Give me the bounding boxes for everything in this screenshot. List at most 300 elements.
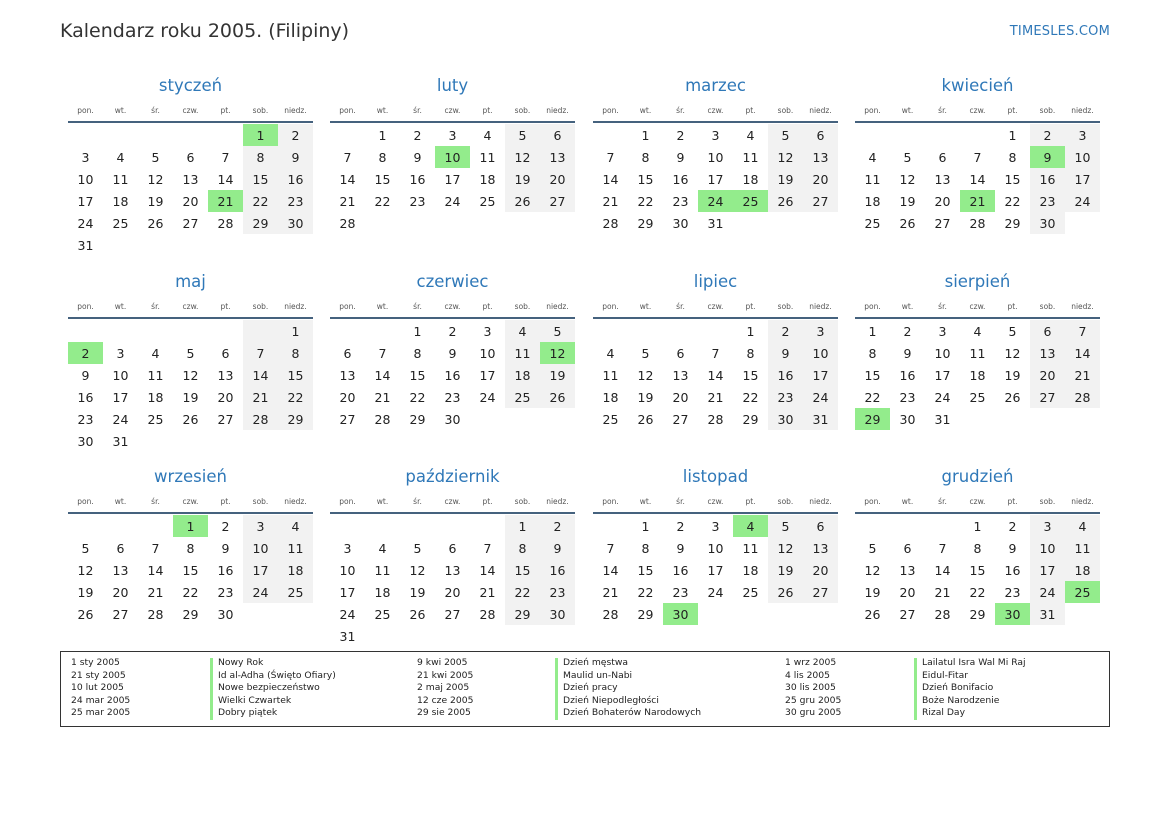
weekday-label: niedz. bbox=[546, 301, 569, 311]
day-cell: 30 bbox=[217, 606, 234, 622]
day-cell: 10 bbox=[934, 345, 951, 361]
day-cell: 29 bbox=[742, 411, 759, 427]
timesles-link[interactable]: TIMESLES.COM bbox=[1009, 24, 1110, 39]
day-cell: 15 bbox=[864, 367, 881, 383]
day-cell: 14 bbox=[147, 562, 164, 578]
day-cell: 29 bbox=[278, 408, 313, 430]
weekday-label: niedz. bbox=[284, 105, 307, 115]
day-cell: 28 bbox=[374, 411, 391, 427]
day-cell: 17 bbox=[479, 367, 496, 383]
day-cell: 18 bbox=[602, 389, 619, 405]
holiday-name: Dzień pracy bbox=[563, 682, 618, 694]
day-cell: 31 bbox=[707, 215, 724, 231]
weekday-label: sob. bbox=[252, 105, 269, 115]
day-cell: 31 bbox=[1030, 603, 1065, 625]
day-cell: 1 bbox=[641, 518, 650, 534]
empty-cell bbox=[593, 124, 628, 146]
weekday-label: czw. bbox=[969, 496, 986, 506]
day-cell: 23 bbox=[768, 386, 803, 408]
day-cell: 12 bbox=[1004, 345, 1021, 361]
empty-cell bbox=[330, 124, 365, 146]
holiday-name: Nowy Rok bbox=[218, 657, 264, 668]
day-cell: 25 bbox=[602, 411, 619, 427]
empty-cell bbox=[855, 515, 890, 537]
day-cell: 3 bbox=[1065, 124, 1100, 146]
month-name: grudzień bbox=[941, 467, 1014, 486]
weekday-label: niedz. bbox=[1071, 301, 1094, 311]
day-cell: 5 bbox=[505, 124, 540, 146]
weekday-label: śr. bbox=[676, 496, 685, 506]
day-cell: 10 bbox=[1065, 146, 1100, 168]
weekday-label: czw. bbox=[707, 301, 724, 311]
day-cell: 15 bbox=[409, 367, 426, 383]
month-3 bbox=[855, 74, 1100, 234]
day-cell: 30 bbox=[77, 433, 94, 449]
day-cell: 20 bbox=[182, 193, 199, 209]
weekday-label: pon. bbox=[864, 301, 881, 311]
day-cell: 13 bbox=[934, 171, 951, 187]
day-cell: 5 bbox=[540, 320, 575, 342]
empty-cell bbox=[68, 124, 103, 146]
weekday-label: niedz. bbox=[284, 301, 307, 311]
month-7 bbox=[855, 270, 1100, 430]
day-cell: 16 bbox=[672, 171, 689, 187]
day-cell: 2 bbox=[413, 127, 422, 143]
day-cell: 10 bbox=[707, 149, 724, 165]
day-cell: 19 bbox=[1004, 367, 1021, 383]
day-cell: 1 bbox=[868, 323, 877, 339]
empty-cell bbox=[103, 124, 138, 146]
weekday-label: pon. bbox=[864, 496, 881, 506]
day-cell: 6 bbox=[1030, 320, 1065, 342]
day-cell: 3 bbox=[938, 323, 947, 339]
weekday-label: pt. bbox=[482, 496, 493, 506]
day-cell: 18 bbox=[742, 562, 759, 578]
day-cell: 6 bbox=[221, 345, 230, 361]
day-cell: 2 bbox=[1030, 124, 1065, 146]
empty-cell bbox=[103, 320, 138, 342]
day-cell: 29 bbox=[637, 215, 654, 231]
day-cell: 20 bbox=[803, 559, 838, 581]
weekday-header bbox=[68, 295, 313, 317]
legend-names bbox=[922, 657, 1026, 720]
weekday-label: czw. bbox=[444, 496, 461, 506]
day-cell: 16 bbox=[899, 367, 916, 383]
day-cell: 14 bbox=[479, 562, 496, 578]
weekday-label: pon. bbox=[602, 496, 619, 506]
holiday-name: Id al-Adha (Święto Ofiary) bbox=[218, 669, 336, 681]
weekday-label: pt. bbox=[1007, 301, 1018, 311]
day-cell: 25 bbox=[278, 581, 313, 603]
day-cell: 23 bbox=[444, 389, 461, 405]
day-cell: 27 bbox=[540, 190, 575, 212]
day-cell: 19 bbox=[864, 584, 881, 600]
month-5 bbox=[330, 270, 575, 430]
day-cell: 19 bbox=[637, 389, 654, 405]
day-cell: 4 bbox=[151, 345, 160, 361]
day-cell: 23 bbox=[540, 581, 575, 603]
empty-cell bbox=[435, 625, 470, 647]
day-cell: 29 bbox=[505, 603, 540, 625]
day-cell: 14 bbox=[602, 171, 619, 187]
day-cell: 16 bbox=[1004, 562, 1021, 578]
weekday-label: wt. bbox=[901, 496, 914, 506]
day-cell: 28 bbox=[602, 606, 619, 622]
day-cell: 18 bbox=[864, 193, 881, 209]
weekday-label: niedz. bbox=[1071, 496, 1094, 506]
day-cell: 5 bbox=[768, 515, 803, 537]
empty-cell bbox=[470, 515, 505, 537]
day-cell: 4 bbox=[606, 345, 615, 361]
day-cell: 27 bbox=[934, 215, 951, 231]
weekday-label: pt. bbox=[482, 105, 493, 115]
day-cell: 2 bbox=[903, 323, 912, 339]
weekday-label: wt. bbox=[114, 105, 127, 115]
empty-cell bbox=[400, 212, 435, 234]
holiday-date: 4 lis 2005 bbox=[785, 669, 830, 681]
weekday-label: śr. bbox=[413, 105, 422, 115]
empty-cell bbox=[768, 212, 803, 234]
month-divider bbox=[330, 121, 575, 123]
weekday-label: pon. bbox=[339, 496, 356, 506]
month-divider bbox=[68, 121, 313, 123]
day-cell: 27 bbox=[1030, 386, 1065, 408]
day-cell: 13 bbox=[803, 537, 838, 559]
day-cell: 12 bbox=[899, 171, 916, 187]
weekday-label: śr. bbox=[938, 105, 947, 115]
holiday-name: Dobry piątek bbox=[218, 707, 278, 719]
day-cell: 3 bbox=[483, 323, 492, 339]
empty-cell bbox=[960, 408, 995, 430]
day-cell: 17 bbox=[112, 389, 129, 405]
day-cell: 5 bbox=[641, 345, 650, 361]
day-cell: 12 bbox=[182, 367, 199, 383]
day-cell: 28 bbox=[602, 215, 619, 231]
empty-cell bbox=[173, 124, 208, 146]
day-cell: 8 bbox=[746, 345, 755, 361]
empty-cell bbox=[278, 430, 313, 452]
day-cell: 9 bbox=[676, 540, 685, 556]
day-cell: 8 bbox=[278, 342, 313, 364]
month-name: sierpień bbox=[944, 272, 1011, 291]
day-cell: 12 bbox=[147, 171, 164, 187]
day-cell: 21 bbox=[339, 193, 356, 209]
day-cell: 17 bbox=[803, 364, 838, 386]
day-cell: 22 bbox=[278, 386, 313, 408]
day-cell: 28 bbox=[243, 408, 278, 430]
day-cell: 19 bbox=[768, 168, 803, 190]
weekday-label: pon. bbox=[602, 105, 619, 115]
day-cell: 10 bbox=[479, 345, 496, 361]
empty-cell bbox=[173, 430, 208, 452]
day-cell: 8 bbox=[1008, 149, 1017, 165]
day-cell: 18 bbox=[505, 364, 540, 386]
day-cell: 21 bbox=[1065, 364, 1100, 386]
day-cell: 14 bbox=[339, 171, 356, 187]
empty-cell bbox=[138, 515, 173, 537]
day-cell: 9 bbox=[278, 146, 313, 168]
weekday-label: sob. bbox=[514, 496, 531, 506]
holiday-date: 21 sty 2005 bbox=[71, 669, 126, 681]
holiday-name: Maulid un-Nabi bbox=[563, 669, 633, 681]
day-cell: 15 bbox=[505, 559, 540, 581]
day-cell: 26 bbox=[182, 411, 199, 427]
day-cell: 26 bbox=[768, 581, 803, 603]
holiday-legend bbox=[60, 651, 1110, 727]
day-cell: 16 bbox=[540, 559, 575, 581]
day-cell: 26 bbox=[147, 215, 164, 231]
day-cell: 15 bbox=[243, 168, 278, 190]
day-cell: 17 bbox=[339, 584, 356, 600]
day-cell: 28 bbox=[707, 411, 724, 427]
day-cell: 5 bbox=[903, 149, 912, 165]
holiday-date: 30 gru 2005 bbox=[785, 707, 842, 719]
holiday-day: 25 bbox=[733, 190, 768, 212]
day-cell: 19 bbox=[182, 389, 199, 405]
day-cell: 12 bbox=[409, 562, 426, 578]
weekday-label: wt. bbox=[901, 105, 914, 115]
weekday-label: niedz. bbox=[284, 496, 307, 506]
day-cell: 28 bbox=[969, 215, 986, 231]
weekday-label: niedz. bbox=[546, 496, 569, 506]
day-cell: 22 bbox=[637, 193, 654, 209]
day-cell: 31 bbox=[112, 433, 129, 449]
day-cell: 9 bbox=[448, 345, 457, 361]
empty-cell bbox=[733, 603, 768, 625]
day-cell: 31 bbox=[934, 411, 951, 427]
holiday-date: 1 sty 2005 bbox=[71, 657, 120, 668]
day-cell: 8 bbox=[973, 540, 982, 556]
empty-cell bbox=[278, 603, 313, 625]
holiday-date: 24 mar 2005 bbox=[71, 694, 131, 706]
legend-dates bbox=[785, 657, 841, 720]
day-cell: 28 bbox=[217, 215, 234, 231]
day-grid bbox=[593, 515, 838, 625]
day-cell: 13 bbox=[339, 367, 356, 383]
day-grid bbox=[330, 320, 575, 430]
day-cell: 5 bbox=[1008, 323, 1017, 339]
day-cell: 21 bbox=[602, 584, 619, 600]
weekday-label: pon. bbox=[77, 301, 94, 311]
month-6 bbox=[593, 270, 838, 430]
day-cell: 2 bbox=[1008, 518, 1017, 534]
day-cell: 20 bbox=[803, 168, 838, 190]
day-cell: 15 bbox=[742, 367, 759, 383]
day-cell: 7 bbox=[243, 342, 278, 364]
day-cell: 27 bbox=[444, 606, 461, 622]
month-name: maj bbox=[175, 272, 206, 291]
day-cell: 26 bbox=[899, 215, 916, 231]
empty-cell bbox=[470, 408, 505, 430]
day-cell: 22 bbox=[374, 193, 391, 209]
weekday-label: pt. bbox=[1007, 105, 1018, 115]
day-cell: 29 bbox=[969, 606, 986, 622]
day-cell: 15 bbox=[182, 562, 199, 578]
legend-names bbox=[563, 657, 701, 720]
empty-cell bbox=[138, 234, 173, 256]
empty-cell bbox=[1065, 408, 1100, 430]
weekday-label: czw. bbox=[969, 301, 986, 311]
day-cell: 17 bbox=[1065, 168, 1100, 190]
legend-bar bbox=[210, 658, 213, 720]
day-cell: 22 bbox=[969, 584, 986, 600]
empty-cell bbox=[68, 515, 103, 537]
day-cell: 1 bbox=[746, 323, 755, 339]
day-cell: 19 bbox=[505, 168, 540, 190]
day-cell: 24 bbox=[934, 389, 951, 405]
day-cell: 29 bbox=[182, 606, 199, 622]
day-cell: 16 bbox=[77, 389, 94, 405]
weekday-header bbox=[330, 99, 575, 121]
day-cell: 8 bbox=[641, 149, 650, 165]
day-cell: 7 bbox=[973, 149, 982, 165]
day-cell: 17 bbox=[707, 171, 724, 187]
day-cell: 26 bbox=[409, 606, 426, 622]
day-grid bbox=[855, 515, 1100, 625]
day-cell: 9 bbox=[81, 367, 90, 383]
empty-cell bbox=[435, 515, 470, 537]
day-cell: 26 bbox=[77, 606, 94, 622]
empty-cell bbox=[365, 625, 400, 647]
day-cell: 23 bbox=[217, 584, 234, 600]
day-cell: 19 bbox=[540, 364, 575, 386]
weekday-label: pt. bbox=[745, 105, 756, 115]
day-cell: 12 bbox=[864, 562, 881, 578]
day-cell: 1 bbox=[1008, 127, 1017, 143]
empty-cell bbox=[925, 124, 960, 146]
legend-bar bbox=[555, 658, 558, 720]
day-cell: 16 bbox=[672, 562, 689, 578]
day-cell: 18 bbox=[479, 171, 496, 187]
day-cell: 31 bbox=[803, 408, 838, 430]
day-cell: 20 bbox=[339, 389, 356, 405]
month-divider bbox=[855, 512, 1100, 514]
month-name: wrzesień bbox=[154, 467, 227, 486]
empty-cell bbox=[470, 212, 505, 234]
day-cell: 25 bbox=[112, 215, 129, 231]
day-cell: 4 bbox=[746, 127, 755, 143]
holiday-date: 1 wrz 2005 bbox=[785, 657, 837, 668]
day-cell: 11 bbox=[602, 367, 619, 383]
day-cell: 23 bbox=[1030, 190, 1065, 212]
empty-cell bbox=[400, 625, 435, 647]
empty-cell bbox=[138, 430, 173, 452]
holiday-day: 25 bbox=[1065, 581, 1100, 603]
weekday-label: śr. bbox=[151, 496, 160, 506]
empty-cell bbox=[505, 408, 540, 430]
day-grid bbox=[68, 515, 313, 625]
day-cell: 26 bbox=[864, 606, 881, 622]
empty-cell bbox=[855, 124, 890, 146]
day-cell: 2 bbox=[676, 127, 685, 143]
holiday-name: Eidul-Fitar bbox=[922, 669, 969, 681]
day-cell: 8 bbox=[413, 345, 422, 361]
legend-bar bbox=[914, 658, 917, 720]
day-cell: 22 bbox=[243, 190, 278, 212]
month-divider bbox=[330, 512, 575, 514]
day-cell: 14 bbox=[374, 367, 391, 383]
day-cell: 4 bbox=[116, 149, 125, 165]
day-cell: 24 bbox=[707, 584, 724, 600]
day-cell: 10 bbox=[77, 171, 94, 187]
empty-cell bbox=[173, 234, 208, 256]
weekday-label: pt. bbox=[482, 301, 493, 311]
weekday-label: niedz. bbox=[809, 105, 832, 115]
empty-cell bbox=[68, 320, 103, 342]
day-cell: 19 bbox=[768, 559, 803, 581]
day-cell: 7 bbox=[1065, 320, 1100, 342]
holiday-name: Rizal Day bbox=[922, 707, 966, 719]
weekday-label: czw. bbox=[707, 105, 724, 115]
day-grid bbox=[330, 515, 575, 647]
day-cell: 2 bbox=[448, 323, 457, 339]
month-0 bbox=[68, 74, 313, 256]
day-cell: 9 bbox=[221, 540, 230, 556]
day-cell: 10 bbox=[243, 537, 278, 559]
empty-cell bbox=[365, 320, 400, 342]
day-cell: 30 bbox=[1030, 212, 1065, 234]
empty-cell bbox=[208, 234, 243, 256]
holiday-day: 12 bbox=[540, 342, 575, 364]
weekday-label: śr. bbox=[151, 105, 160, 115]
holiday-date: 9 kwi 2005 bbox=[417, 657, 468, 668]
day-cell: 14 bbox=[707, 367, 724, 383]
weekday-label: sob. bbox=[777, 105, 794, 115]
day-cell: 15 bbox=[374, 171, 391, 187]
holiday-date: 25 mar 2005 bbox=[71, 707, 131, 719]
day-cell: 25 bbox=[864, 215, 881, 231]
day-cell: 2 bbox=[278, 124, 313, 146]
weekday-label: sob. bbox=[1039, 105, 1056, 115]
month-divider bbox=[593, 121, 838, 123]
day-cell: 19 bbox=[77, 584, 94, 600]
month-divider bbox=[855, 317, 1100, 319]
day-cell: 22 bbox=[742, 389, 759, 405]
month-name: czerwiec bbox=[416, 272, 489, 291]
day-cell: 14 bbox=[969, 171, 986, 187]
day-cell: 25 bbox=[505, 386, 540, 408]
empty-cell bbox=[960, 124, 995, 146]
day-cell: 6 bbox=[540, 124, 575, 146]
weekday-label: pt. bbox=[220, 105, 231, 115]
day-cell: 11 bbox=[864, 171, 881, 187]
month-divider bbox=[593, 317, 838, 319]
day-cell: 30 bbox=[672, 215, 689, 231]
day-cell: 2 bbox=[768, 320, 803, 342]
day-cell: 4 bbox=[278, 515, 313, 537]
weekday-label: czw. bbox=[182, 496, 199, 506]
day-cell: 24 bbox=[479, 389, 496, 405]
day-cell: 1 bbox=[413, 323, 422, 339]
day-cell: 5 bbox=[413, 540, 422, 556]
day-cell: 8 bbox=[641, 540, 650, 556]
weekday-label: sob. bbox=[1039, 301, 1056, 311]
month-divider bbox=[330, 317, 575, 319]
day-cell: 6 bbox=[803, 124, 838, 146]
day-cell: 22 bbox=[505, 581, 540, 603]
day-cell: 30 bbox=[444, 411, 461, 427]
day-cell: 18 bbox=[742, 171, 759, 187]
day-cell: 13 bbox=[444, 562, 461, 578]
day-cell: 9 bbox=[540, 537, 575, 559]
day-grid bbox=[855, 124, 1100, 234]
day-cell: 29 bbox=[637, 606, 654, 622]
day-cell: 6 bbox=[938, 149, 947, 165]
day-cell: 11 bbox=[505, 342, 540, 364]
day-cell: 28 bbox=[1065, 386, 1100, 408]
empty-cell bbox=[1065, 603, 1100, 625]
day-cell: 5 bbox=[186, 345, 195, 361]
